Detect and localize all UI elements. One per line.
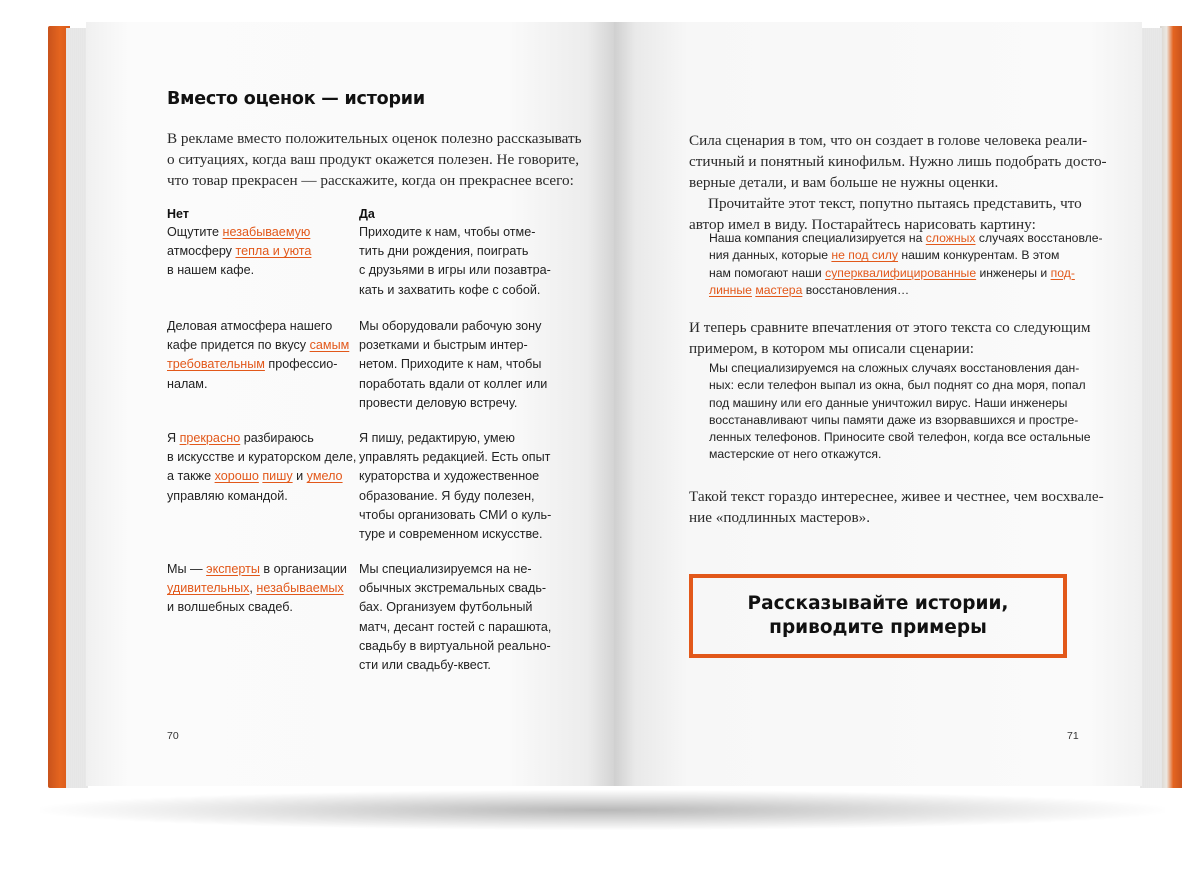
text-line: управляю командой. <box>167 488 288 503</box>
paragraph-line: автор имел в виду. Постарайтесь нарисовать картину: <box>689 216 1036 233</box>
yes-example-4 <box>359 560 551 675</box>
no-example-1 <box>167 223 311 281</box>
text-line: с друзьями в игры или позавтра- <box>359 263 551 278</box>
text-line: управлять редакцией. Есть опыт <box>359 450 551 465</box>
highlighted-word: под- <box>1050 265 1075 280</box>
yes-example-1 <box>359 223 551 300</box>
text-line: Сила сценария в том, что он создает в голове человека реали- <box>689 132 1088 149</box>
highlighted-word: прекрасно <box>179 431 241 445</box>
text-line: требовательным профессио- <box>167 357 338 372</box>
highlighted-word: требовательным <box>167 357 265 372</box>
text-line: тить дни рождения, поиграть <box>359 244 529 259</box>
page-edges-left <box>66 28 88 788</box>
left-page <box>86 22 614 786</box>
highlighted-word: не под силу <box>831 248 899 263</box>
text-line: кураторства и художественное <box>359 469 540 484</box>
paragraph-read-this <box>689 193 1082 235</box>
text-line: ных: если телефон выпал из окна, был поднят со дна моря, попал <box>709 378 1086 393</box>
quote-good-example <box>709 360 1090 464</box>
highlighted-word: мастера <box>755 282 803 297</box>
intro-line: о ситуациях, когда ваш продукт окажется полезен. Не говорите, <box>167 151 580 168</box>
text-line: Я пишу, редактирую, умею <box>359 431 515 445</box>
text-line: восстанавливают чипы памяти даже из взорвавшихся и простре- <box>709 412 1079 427</box>
no-example-4 <box>167 560 347 618</box>
column-header-no: Нет <box>167 207 189 221</box>
highlighted-word: линные <box>709 282 752 297</box>
no-example-2 <box>167 317 349 394</box>
text-line: в нашем кафе. <box>167 263 255 278</box>
text-line: образование. Я буду полезен, <box>359 488 535 503</box>
text-line: нам помогают наши суперквалифицированные инженеры и под- <box>709 265 1075 280</box>
right-page <box>614 22 1142 786</box>
book-shadow <box>40 790 1165 830</box>
intro-line: В рекламе вместо положительных оценок полезно рассказывать <box>167 130 582 147</box>
text-line: провести деловую встречу. <box>359 395 518 410</box>
no-example-3 <box>167 429 356 506</box>
text-line: Мы — эксперты в организации <box>167 562 347 576</box>
text-line: Мы специализируемся на не- <box>359 562 532 576</box>
callout-line: Рассказывайте истории, <box>747 593 1009 614</box>
yes-example-3 <box>359 429 551 544</box>
highlighted-word: сложных <box>925 231 976 245</box>
text-line: И теперь сравните впечатления от этого текста со следующим <box>689 319 1091 336</box>
text-line: атмосферу тепла и уюта <box>167 244 312 259</box>
text-line: верные детали, и вам больше не нужны оценки. <box>689 174 999 191</box>
text-line: розетками и быстрым интер- <box>359 338 528 353</box>
text-line: обычных экстремальных свадь- <box>359 581 547 596</box>
text-line: удивительных, незабываемых <box>167 581 344 596</box>
text-line: под машину или его данные уничтожил вирус. Наши инженеры <box>709 395 1068 410</box>
text-line: ния данных, которые не под силу нашим конкурентам. В этом <box>709 248 1060 263</box>
page-edges-right <box>1140 28 1162 788</box>
intro-line: что товар прекрасен — расскажите, когда он прекраснее всего: <box>167 172 574 189</box>
text-line: Мы оборудовали рабочую зону <box>359 319 542 333</box>
text-line: сти или свадьбу-квест. <box>359 658 491 673</box>
text-line: Приходите к нам, чтобы отме- <box>359 225 536 239</box>
highlighted-word: суперквалифицированные <box>825 265 977 280</box>
text-line: нетом. Приходите к нам, чтобы <box>359 357 542 372</box>
text-line: линные мастера восстановления… <box>709 282 910 297</box>
text-line: стичный и понятный кинофильм. Нужно лишь подобрать досто- <box>689 153 1107 170</box>
text-line: и волшебных свадеб. <box>167 600 293 615</box>
section-heading: Вместо оценок — истории <box>167 89 425 109</box>
page-number-left: 70 <box>167 730 179 742</box>
text-line: матч, десант гостей с парашюта, <box>359 619 552 634</box>
highlighted-word: тепла и уюта <box>235 244 312 259</box>
text-line: ленных телефонов. Приносите свой телефон, когда все остальные <box>709 430 1091 445</box>
callout-line: приводите примеры <box>769 617 987 638</box>
highlighted-word: незабываемую <box>222 225 311 239</box>
callout-box <box>689 574 1067 658</box>
page-number-right: 71 <box>1067 730 1079 742</box>
highlighted-word: умело <box>306 469 343 484</box>
yes-example-2 <box>359 317 547 413</box>
highlighted-word: удивительных <box>167 581 250 596</box>
highlighted-word: незабываемых <box>256 581 344 596</box>
paragraph-compare <box>689 317 1090 359</box>
paragraph-line: Прочитайте этот текст, попутно пытаясь представить, что <box>708 195 1082 212</box>
text-line: Наша компания специализируется на сложных случаях восстановле- <box>709 231 1103 245</box>
text-line: Такой текст гораздо интереснее, живее и честнее, чем восхвале- <box>689 488 1104 505</box>
highlighted-word: пишу <box>262 469 293 484</box>
highlighted-word: самым <box>309 338 350 353</box>
text-line: чтобы организовать СМИ о куль- <box>359 507 552 522</box>
text-line: Деловая атмосфера нашего <box>167 319 333 333</box>
text-line: Ощутите незабываемую <box>167 225 311 239</box>
text-line: примером, в котором мы описали сценарии: <box>689 340 974 357</box>
text-line: ние «подлинных мастеров». <box>689 509 871 526</box>
highlighted-word: эксперты <box>206 562 260 576</box>
text-line: Мы специализируемся на сложных случаях восстановления дан- <box>709 361 1080 375</box>
paragraph-conclusion <box>689 486 1104 528</box>
text-line: поработать вдали от коллег или <box>359 376 548 391</box>
book-cover-right <box>1160 26 1182 788</box>
text-line: туре и современном искусстве. <box>359 527 543 542</box>
text-line: кать и захватить кофе с собой. <box>359 282 541 297</box>
text-line: бах. Организуем футбольный <box>359 600 533 615</box>
text-line: налам. <box>167 376 208 391</box>
text-line: в искусстве и кураторском деле, <box>167 450 357 465</box>
quote-bad-example <box>709 230 1103 299</box>
highlighted-word: хорошо <box>214 469 259 484</box>
text-line: кафе придется по вкусу самым <box>167 338 350 353</box>
column-header-yes: Да <box>359 207 375 221</box>
intro-paragraph <box>167 128 582 191</box>
text-line: мастерские от него откажутся. <box>709 447 882 462</box>
paragraph-scenario <box>689 130 1107 193</box>
text-line: свадьбу в виртуальной реально- <box>359 638 551 653</box>
text-line: Я прекрасно разбираюсь <box>167 431 314 445</box>
text-line: а также хорошо пишу и умело <box>167 469 343 484</box>
